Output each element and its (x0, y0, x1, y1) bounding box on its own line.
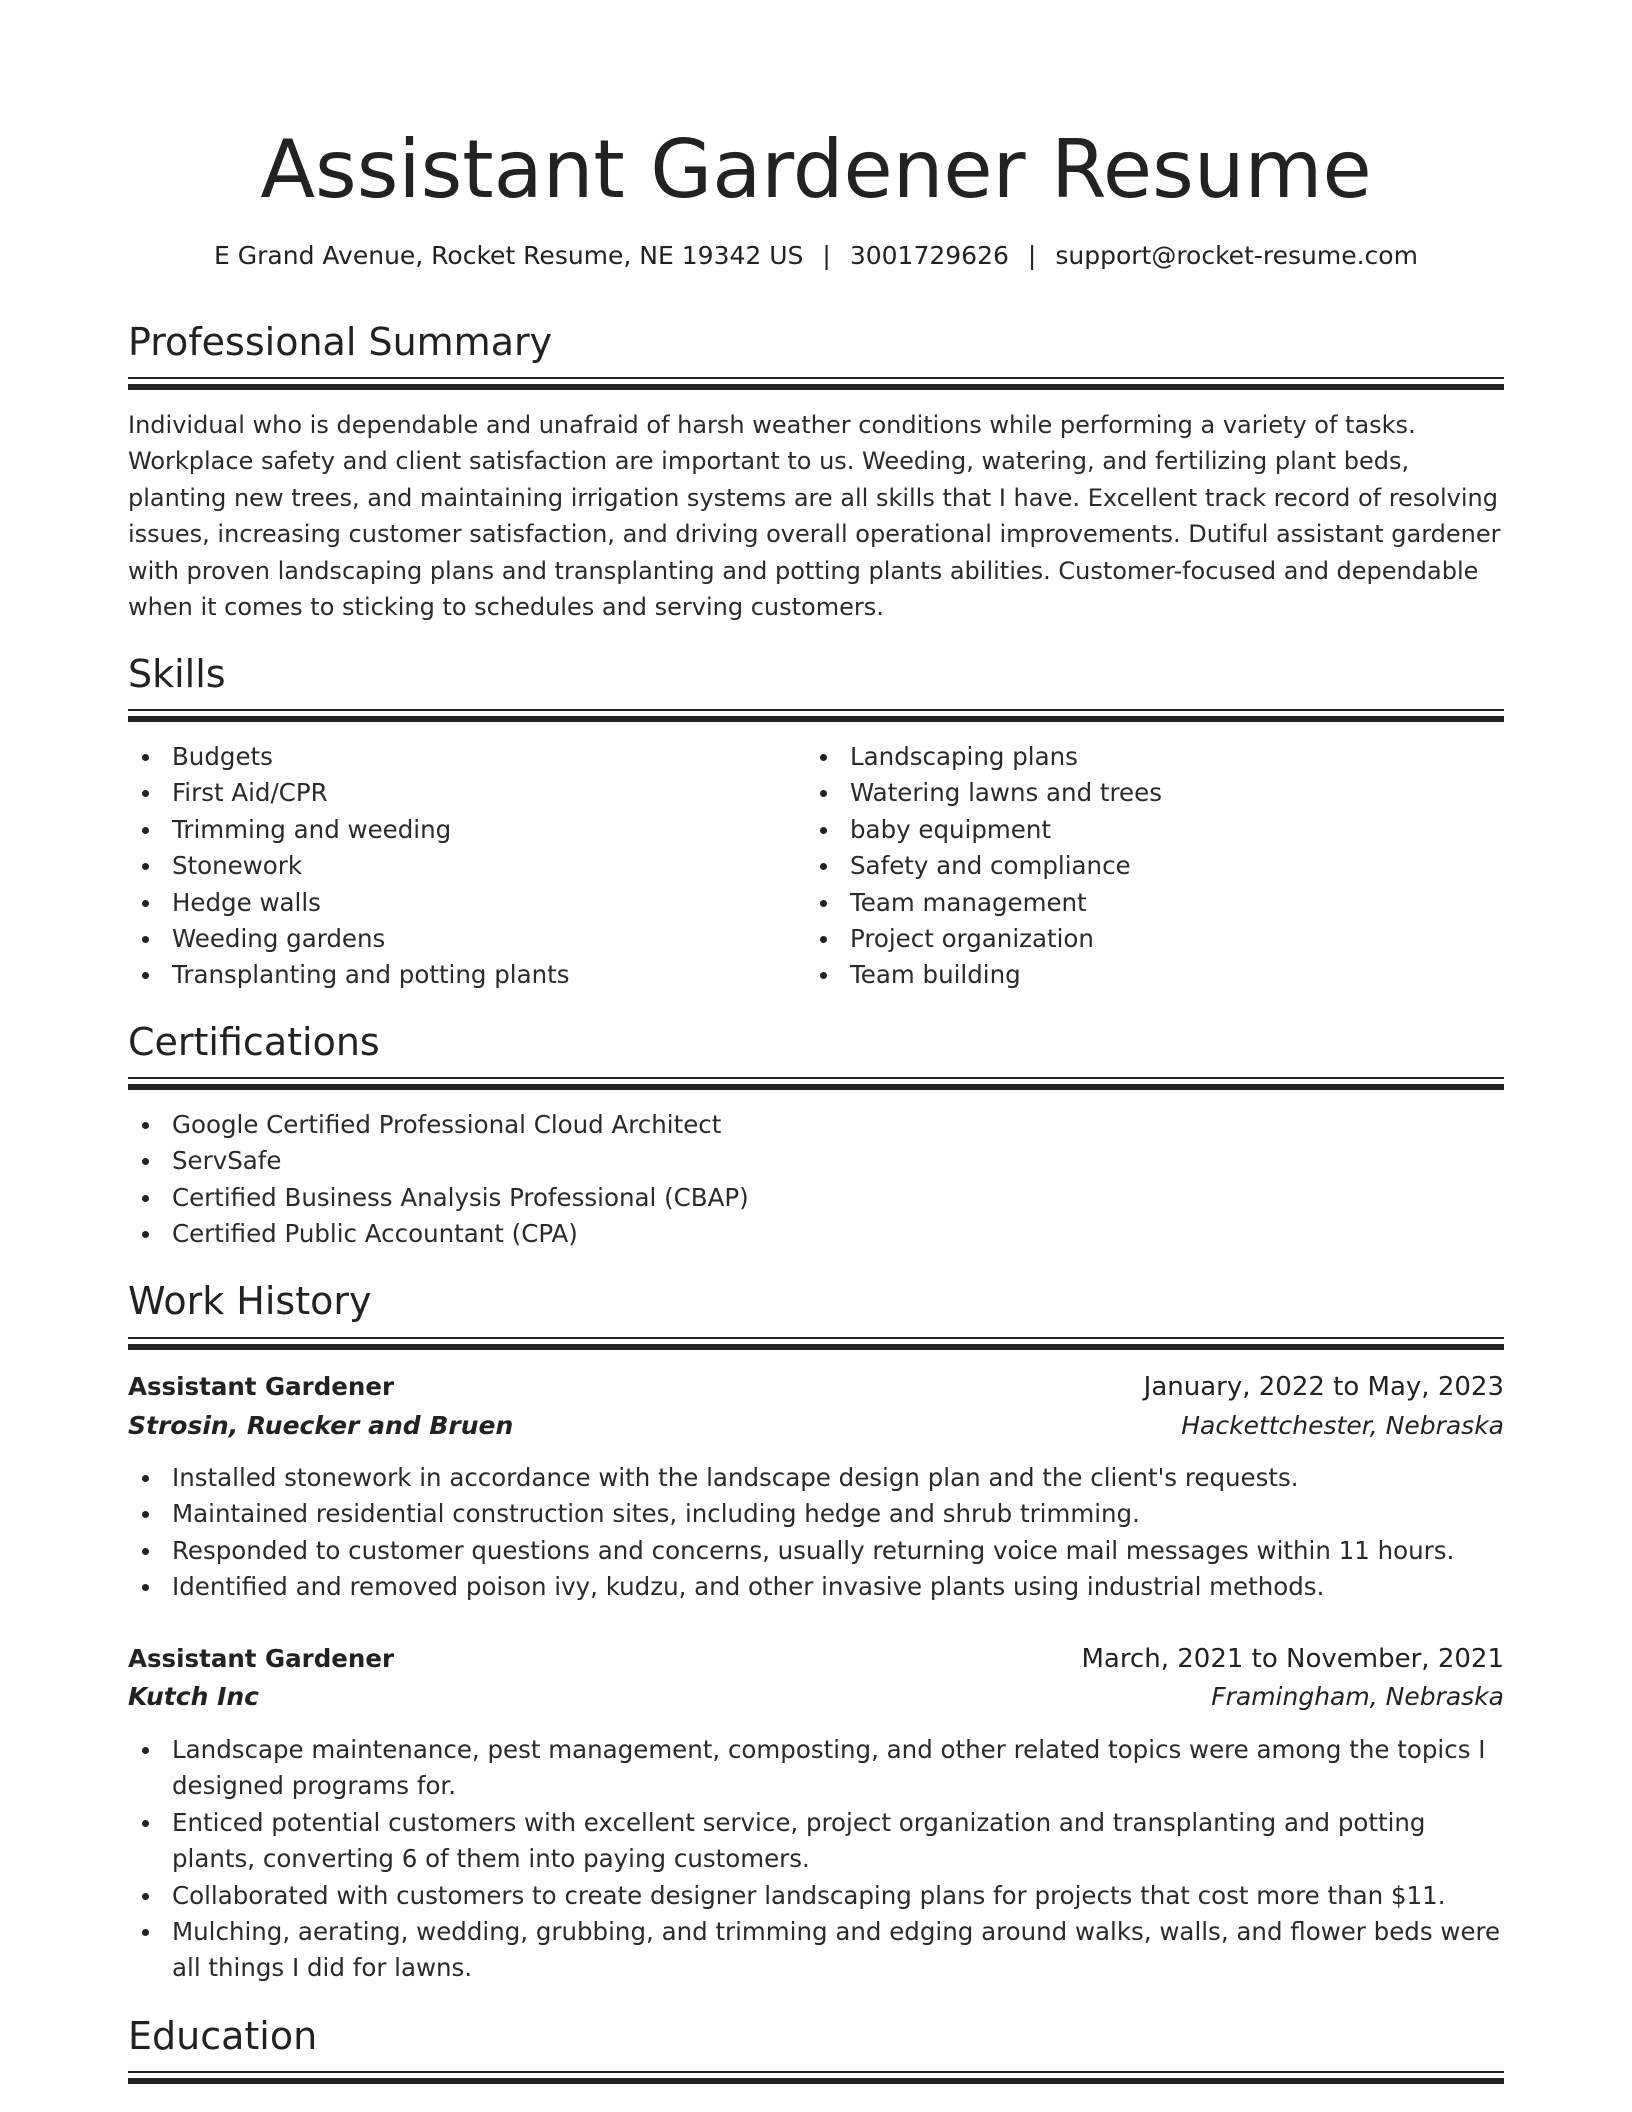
job-bullet: Installed stonework in accordance with the landscape design plan and the client's requests. (128, 1460, 1504, 1496)
skill-item: Weeding gardens (128, 921, 788, 957)
section-rule (128, 2071, 1504, 2073)
section-rule (128, 709, 1504, 711)
job-company: Kutch Inc (128, 1682, 259, 1711)
section-rule (128, 1344, 1504, 1350)
contact-separator: | (822, 241, 831, 270)
section-heading-certifications: Certifications (128, 1020, 380, 1064)
skill-item: baby equipment (806, 812, 1504, 848)
skill-item: First Aid/CPR (128, 775, 788, 811)
summary-text: Individual who is dependable and unafraid of harsh weather conditions while performing a variety of tasks. Workplace safety and client satisfaction are important to us. Weeding, watering, and fertilizing plant beds, planting new trees, and maintaining irrigation systems are all skills that I have. Excellent track record of resolving issues, increasing customer satisfaction, and driving overall operational improvements. Dutiful assistant gardener with proven landscaping plans and transplanting and potting plants abilities. Customer-focused and dependable when it comes to sticking to schedules and serving customers. (128, 411, 1501, 622)
section-rule (128, 2078, 1504, 2084)
certification-item: Certified Business Analysis Professional (CBAP) (128, 1180, 1504, 1216)
skill-item: Stonework (128, 848, 788, 884)
job-header (128, 1639, 1504, 1679)
contact-email: support@rocket-resume.com (1055, 241, 1418, 270)
skill-item: Safety and compliance (806, 848, 1504, 884)
job-bullet: Mulching, aerating, wedding, grubbing, and trimming and edging around walks, walls, and flower beds were all things I did for lawns. (128, 1914, 1504, 1987)
job-dates: January, 2022 to May, 2023 (1143, 1372, 1504, 1402)
skill-item: Team management (806, 885, 1504, 921)
job-title: Assistant Gardener (128, 1644, 395, 1673)
section-heading-work-history: Work History (128, 1279, 372, 1323)
skill-item: Transplanting and potting plants (128, 957, 788, 993)
section-heading-summary: Professional Summary (128, 320, 553, 364)
certifications-list (128, 1107, 1504, 1253)
skill-item: Landscaping plans (806, 739, 1504, 775)
section-rule (128, 716, 1504, 722)
job-subheader (128, 1406, 1504, 1446)
job-location: Hackettchester, Nebraska (1181, 1411, 1504, 1440)
contact-phone: 3001729626 (849, 241, 1009, 270)
job-dates: March, 2021 to November, 2021 (1081, 1644, 1504, 1674)
job-title: Assistant Gardener (128, 1372, 395, 1401)
skills-list-right (806, 739, 1504, 994)
job-bullet: Maintained residential construction sites, including hedge and shrub trimming. (128, 1496, 1504, 1532)
section-heading-skills: Skills (128, 652, 226, 696)
job-location: Framingham, Nebraska (1211, 1682, 1504, 1711)
resume-title: Assistant Gardener Resume (260, 123, 1372, 216)
section-rule (128, 1077, 1504, 1079)
skill-item: Watering lawns and trees (806, 775, 1504, 811)
job-bullets (128, 1732, 1504, 1987)
skill-item: Hedge walls (128, 885, 788, 921)
section-heading-education: Education (128, 2014, 318, 2058)
contact-separator: | (1027, 241, 1037, 270)
job-subheader (128, 1677, 1504, 1717)
skill-item: Budgets (128, 739, 788, 775)
job-bullet: Collaborated with customers to create designer landscaping plans for projects that cost more than $11. (128, 1878, 1504, 1914)
certification-item: Google Certified Professional Cloud Architect (128, 1107, 1504, 1143)
skill-item: Project organization (806, 921, 1504, 957)
job-company: Strosin, Ruecker and Bruen (128, 1411, 514, 1440)
section-rule (128, 384, 1504, 390)
job-bullet: Identified and removed poison ivy, kudzu, and other invasive plants using industrial methods. (128, 1569, 1504, 1605)
job-bullet: Enticed potential customers with excellent service, project organization and transplanting and potting plants, converting 6 of them into paying customers. (128, 1805, 1504, 1878)
skill-item: Trimming and weeding (128, 812, 788, 848)
section-rule (128, 1084, 1504, 1090)
certification-item: Certified Public Accountant (CPA) (128, 1216, 1504, 1252)
job-header (128, 1367, 1504, 1407)
skills-list-left (128, 739, 788, 994)
section-rule (128, 1337, 1504, 1339)
job-bullet: Responded to customer questions and concerns, usually returning voice mail messages within 11 hours. (128, 1533, 1504, 1569)
certification-item: ServSafe (128, 1143, 1504, 1179)
contact-line (0, 238, 1632, 274)
section-rule (128, 377, 1504, 379)
job-bullets (128, 1460, 1504, 1606)
job-bullet: Landscape maintenance, pest management, composting, and other related topics were among the topics I designed programs for. (128, 1732, 1504, 1805)
skill-item: Team building (806, 957, 1504, 993)
contact-address: E Grand Avenue, Rocket Resume, NE 19342 US (214, 241, 804, 270)
